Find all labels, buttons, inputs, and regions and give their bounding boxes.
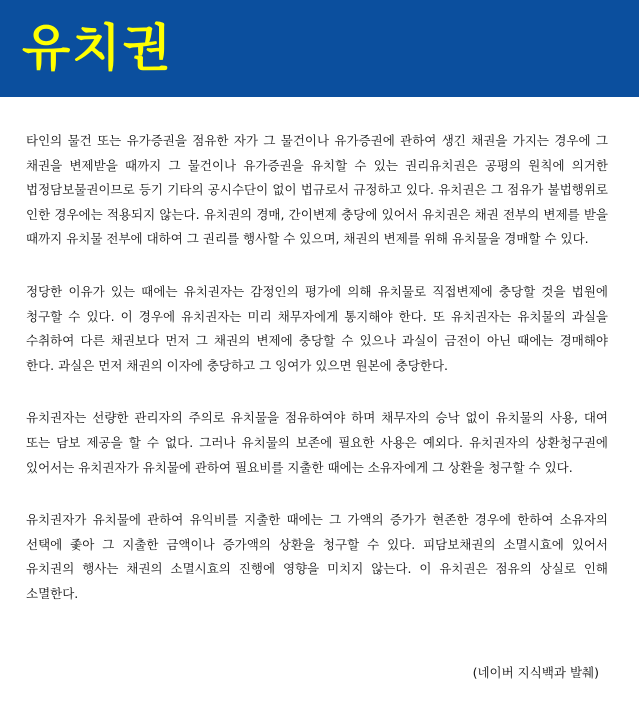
paragraph-3: 유치권자는 선량한 관리자의 주의로 유치물을 점유하여야 하며 채무자의 승낙 없이 유치물의 사용, 대여 또는 담보 제공을 할 수 없다. 그러나 유치물의 보존에 필요한 사용은 예외다. 유치권자의 상환청구권에 있어서는 유치권자가 유치물에 관하여 필요비를 지출한 때에는 소유자에게 그 상환을 청구할 수 있다. (26, 410, 608, 475)
page-title: 유치권 (22, 19, 173, 77)
document-body (26, 129, 608, 635)
title-banner (0, 0, 639, 97)
paragraph-4: 유치권자가 유치물에 관하여 유익비를 지출한 때에는 그 가액의 증가가 현존한 경우에 한하여 소유자의 선택에 좇아 그 지출한 금액이나 증가액의 상환을 청구할 수 있다. 피담보채권의 소멸시효에 있어서 유치권의 행사는 채권의 소멸시효의 진행에 영향을 미치지 않는다. 이 유치권은 점유의 상실로 인해 소멸한다. (26, 512, 608, 601)
paragraph-2: 정당한 이유가 있는 때에는 유치권자는 감정인의 평가에 의해 유치물로 직접변제에 충당할 것을 법원에 청구할 수 있다. 이 경우에 유치권자는 미리 채무자에게 통지해야 한다. 또 유치권자는 유치물의 과실을 수취하여 다른 채권보다 먼저 그 채권의 변제에 충당할 수 있으나 과실이 금전이 아닌 때에는 경매해야 한다. 과실은 먼저 채권의 이자에 충당하고 그 잉여가 있으면 원본에 충당한다. (26, 283, 608, 373)
paragraph-1: 타인의 물건 또는 유가증권을 점유한 자가 그 물건이나 유가증권에 관하여 생긴 채권을 가지는 경우에 그 채권을 변제받을 때까지 그 물건이나 유가증권을 유치할 수 있는 권리유치권은 공평의 원칙에 의거한 법정담보물권이므로 등기 기타의 공시수단이 없이 법규로서 규정하고 있다. 유치권은 그 점유가 불법행위로 인한 경우에는 적용되지 않는다. 유치권의 경매, 간이변제 충당에 있어서 유치권은 채권 전부의 변제를 받을 때까지 유치물 전부에 대하여 그 권리를 행사할 수 있으며, 채권의 변제를 위해 유치물을 경매할 수 있다. (26, 133, 608, 247)
source-citation: (네이버 지식백과 발췌) (472, 665, 599, 680)
